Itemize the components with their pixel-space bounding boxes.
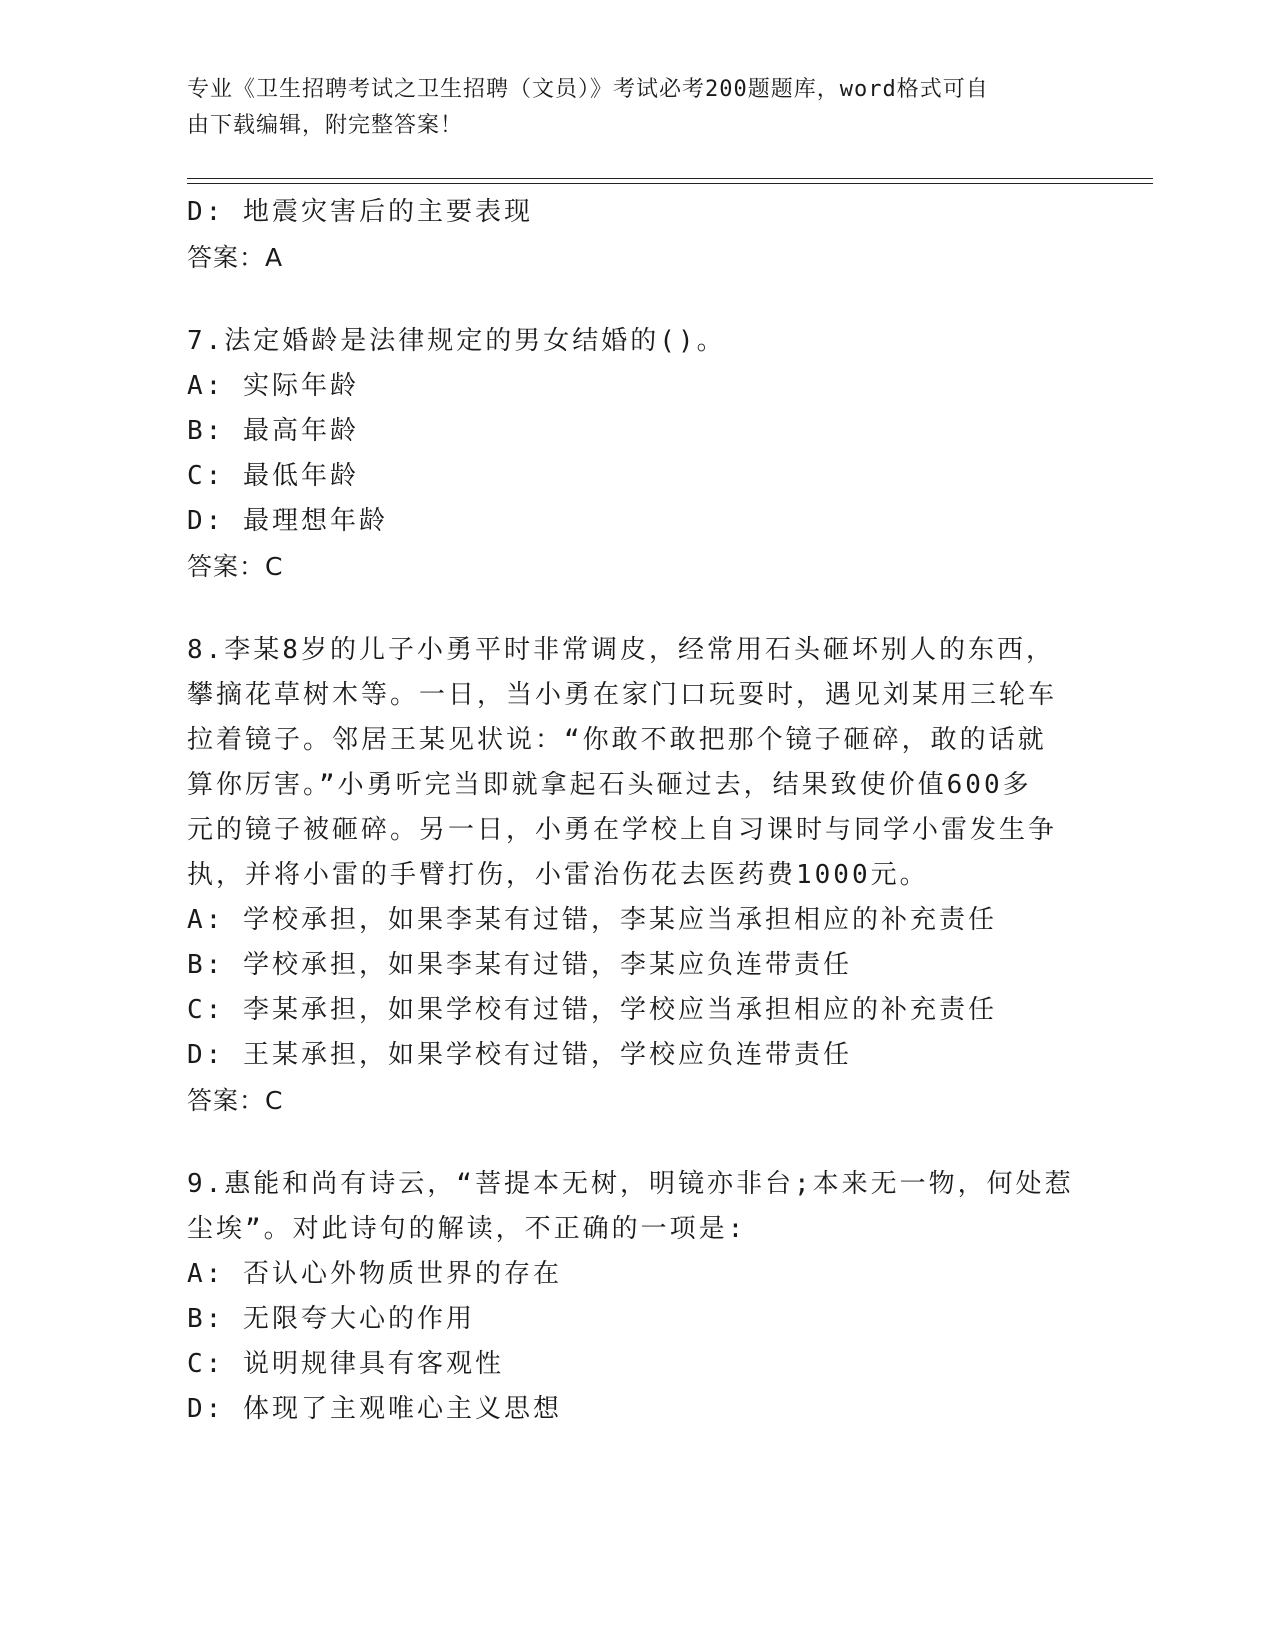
q6-answer: 答案：A — [187, 243, 284, 272]
q8-option-b: B: 学校承担，如果李某有过错，李某应负连带责任 — [187, 950, 852, 980]
q7-option-d: D: 最理想年龄 — [187, 506, 388, 536]
question-8 — [187, 628, 1087, 1124]
header-divider — [187, 178, 1153, 184]
header-line-1: 专业《卫生招聘考试之卫生招聘（文员）》考试必考200题题库，word格式可自 — [187, 77, 989, 102]
q8-answer: 答案：C — [187, 1086, 284, 1115]
question-list — [187, 190, 1087, 1432]
q7-option-c: C: 最低年龄 — [187, 461, 359, 491]
q9-stem-line: 9.惠能和尚有诗云，“菩提本无树，明镜亦非台;本来无一物，何处惹 — [187, 1169, 1074, 1199]
q7-option-a: A: 实际年龄 — [187, 371, 359, 401]
q7-answer: 答案：C — [187, 552, 284, 581]
q8-stem-line: 执，并将小雷的手臂打伤，小雷治伤花去医药费1000元。 — [187, 860, 929, 890]
q8-stem-line: 拉着镜子。邻居王某见状说：“你敢不敢把那个镜子砸碎，敢的话就 — [187, 725, 1047, 755]
q8-option-d: D: 王某承担，如果学校有过错，学校应负连带责任 — [187, 1040, 852, 1070]
q6-option-d: D: 地震灾害后的主要表现 — [187, 197, 533, 227]
q9-option-d: D: 体现了主观唯心主义思想 — [187, 1394, 562, 1424]
q8-option-a: A: 学校承担，如果李某有过错，李某应当承担相应的补充责任 — [187, 905, 997, 935]
q8-option-c: C: 李某承担，如果学校有过错，学校应当承担相应的补充责任 — [187, 995, 997, 1025]
q8-stem-line: 攀摘花草树木等。一日，当小勇在家门口玩耍时，遇见刘某用三轮车 — [187, 680, 1058, 710]
q8-stem-line: 元的镜子被砸碎。另一日，小勇在学校上自习课时与同学小雷发生争 — [187, 815, 1058, 845]
question-7 — [187, 319, 1087, 590]
question-9 — [187, 1162, 1087, 1432]
question-6-tail — [187, 190, 1087, 281]
spacer — [187, 281, 1087, 319]
q8-stem-line: 8.李某8岁的儿子小勇平时非常调皮，经常用石头砸坏别人的东西， — [187, 635, 1055, 665]
q7-option-b: B: 最高年龄 — [187, 416, 359, 446]
document-header — [187, 72, 1067, 144]
spacer — [187, 590, 1087, 628]
spacer — [187, 1124, 1087, 1162]
q8-stem-line: 算你厉害。”小勇听完当即就拿起石头砸过去，结果致使价值600多 — [187, 770, 1032, 800]
q9-option-a: A: 否认心外物质世界的存在 — [187, 1259, 562, 1289]
q9-option-c: C: 说明规律具有客观性 — [187, 1349, 504, 1379]
q9-option-b: B: 无限夸大心的作用 — [187, 1304, 475, 1334]
header-line-2: 由下载编辑，附完整答案！ — [187, 113, 464, 138]
q7-stem: 7.法定婚龄是法律规定的男女结婚的()。 — [187, 326, 726, 356]
q9-stem-line: 尘埃”。对此诗句的解读，不正确的一项是: — [187, 1214, 747, 1244]
